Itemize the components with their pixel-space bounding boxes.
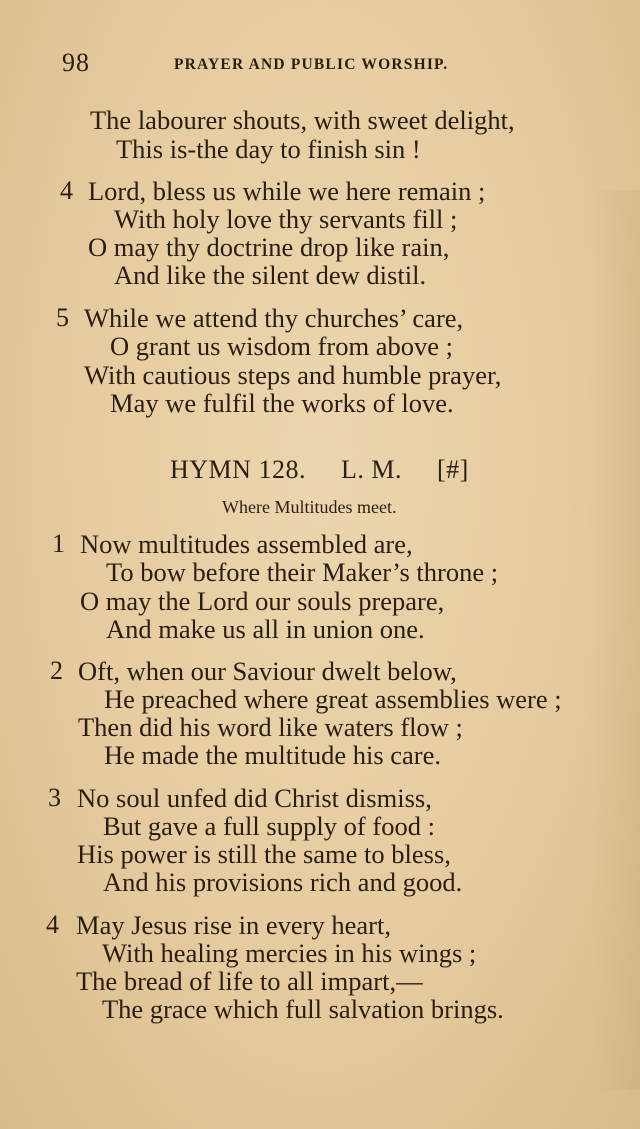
verse-line: The bread of life to all impart,— — [76, 966, 423, 996]
verse-line: His power is still the same to bless, — [77, 839, 451, 869]
hymn-meter: L. M. — [340, 455, 402, 484]
verse-number: 3 — [48, 783, 61, 812]
verse-line: He made the multitude his care. — [104, 740, 442, 770]
verse-number: 4 — [60, 176, 73, 205]
verse-line: To bow before their Maker’s throne ; — [106, 557, 499, 587]
hymn-subtitle: Where Multitudes meet. — [222, 497, 397, 517]
hymn-heading — [170, 455, 469, 485]
verse-number: 1 — [52, 529, 65, 558]
verse-line: O may thy doctrine drop like rain, — [88, 232, 450, 262]
verse-number: 5 — [56, 303, 69, 332]
verse-line: With holy love thy servants fill ; — [114, 204, 458, 234]
verse-line: And like the silent dew distil. — [114, 260, 427, 290]
verse-line: He preached where great assemblies were ; — [104, 684, 562, 714]
verse-line: May we fulfil the works of love. — [110, 388, 454, 418]
verse-line: Now multitudes assembled are, — [80, 529, 413, 559]
verse-line: Oft, when our Saviour dwelt below, — [78, 656, 457, 686]
running-head: PRAYER AND PUBLIC WORSHIP. — [174, 56, 449, 73]
verse-line: Lord, bless us while we here remain ; — [88, 176, 486, 206]
verse-line: No soul unfed did Christ dismiss, — [77, 783, 432, 813]
verse-line: With healing mercies in his wings ; — [102, 938, 477, 968]
verse-line: And his provisions rich and good. — [103, 867, 463, 897]
verse-line: O grant us wisdom from above ; — [110, 331, 453, 361]
verse-line: Then did his word like waters flow ; — [78, 712, 463, 742]
verse-line: The labourer shouts, with sweet delight, — [90, 105, 515, 135]
page-number: 98 — [62, 48, 90, 77]
verse-line: May Jesus rise in every heart, — [76, 910, 391, 940]
hymn-title: HYMN 128. — [170, 455, 306, 484]
bleed-through-shadow — [590, 190, 640, 1090]
verse-line: But gave a full supply of food : — [103, 811, 435, 841]
verse-line: This is-the day to finish sin ! — [116, 134, 421, 164]
verse-number: 2 — [50, 656, 63, 685]
tune-mark: [#] — [436, 455, 469, 484]
verse-line: O may the Lord our souls prepare, — [80, 586, 445, 616]
verse-line: With cautious steps and humble prayer, — [84, 360, 502, 390]
verse-line: And make us all in union one. — [106, 614, 425, 644]
verse-line: The grace which full salvation brings. — [102, 994, 504, 1024]
verse-line: While we attend thy churches’ care, — [84, 303, 464, 333]
verse-number: 4 — [46, 910, 59, 939]
